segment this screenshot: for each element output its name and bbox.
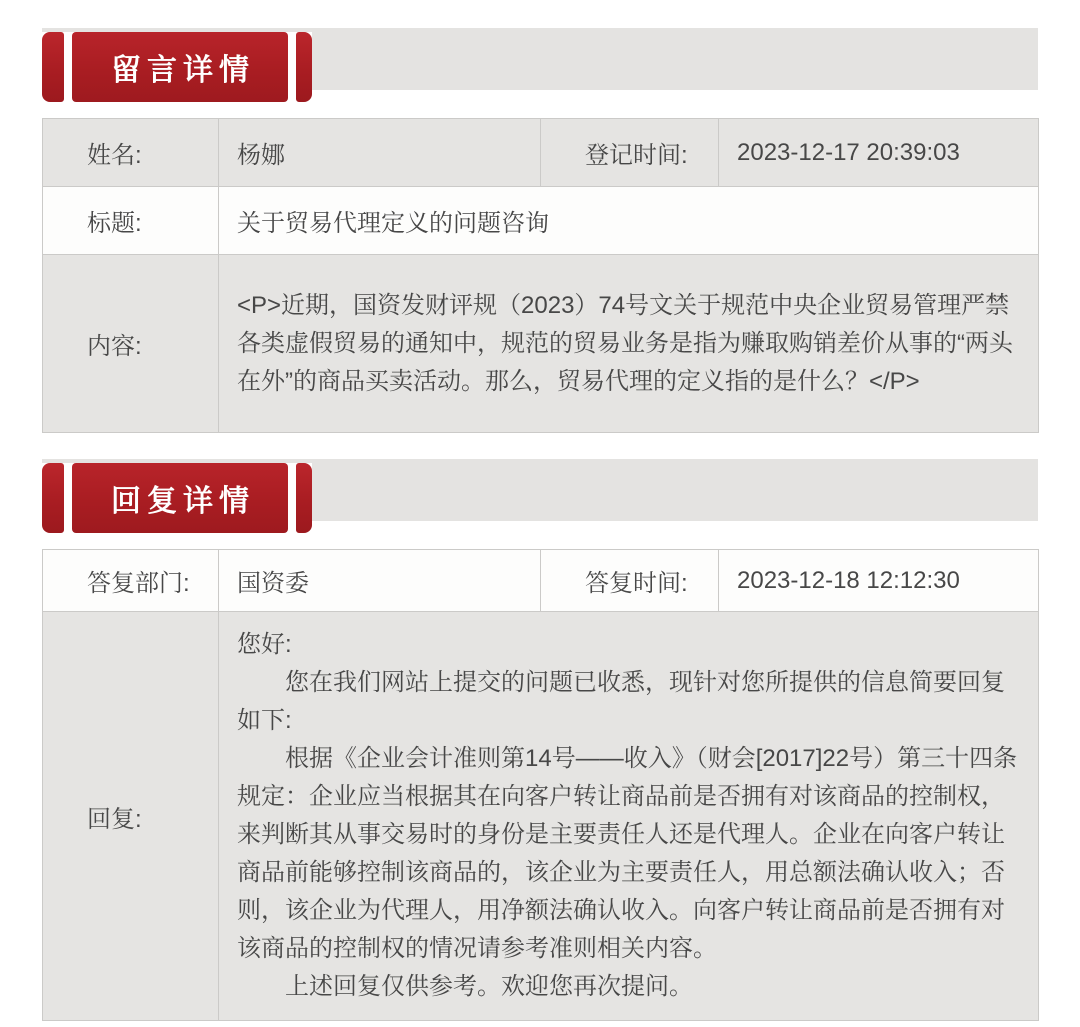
table-row — [43, 612, 1039, 1021]
banner-right-bar — [296, 32, 312, 102]
message-details-banner — [42, 28, 1038, 102]
title-value: 关于贸易代理定义的问题咨询 — [219, 187, 1039, 255]
reply-paragraph: 您好: — [237, 631, 292, 658]
table-row — [43, 119, 1039, 187]
reply-details-banner — [42, 459, 1038, 533]
reply-paragraph: 您在我们网站上提交的问题已收悉，现针对您所提供的信息简要回复如下: — [237, 669, 1005, 734]
banner-red-group — [42, 463, 312, 533]
content-value: <P>近期，国资发财评规（2023）74号文关于规范中央企业贸易管理严禁各类虚假贸易的通知中，规范的贸易业务是指为赚取购销差价从事的“两头在外”的商品买卖活动。那么，贸易代理的定义指的是什么？</P> — [219, 255, 1039, 433]
reply-details-title: 回复详情 — [72, 463, 288, 533]
register-time-label: 登记时间: — [541, 119, 719, 187]
message-details-title: 留言详情 — [72, 32, 288, 102]
reply-detail-table — [42, 549, 1039, 1021]
register-time-value: 2023-12-17 20:39:03 — [719, 119, 1039, 187]
reply-paragraph: 上述回复仅供参考。欢迎您再次提问。 — [285, 973, 693, 1000]
table-row — [43, 255, 1039, 433]
reply-paragraph: 根据《企业会计准则第14号——收入》（财会[2017]22号）第三十四条规定：企业应当根据其在向客户转让商品前是否拥有对该商品的控制权，来判断其从事交易时的身份是主要责任人还是代理人。企业在向客户转让商品前能够控制该商品的，该企业为主要责任人，用总额法确认收入；否则，该企业为代理人，用净额法确认收入。向客户转让商品前是否拥有对该商品的控制权的情况请参考准则相关内容。 — [237, 745, 1018, 962]
reply-label: 回复: — [43, 612, 219, 1021]
banner-left-bar — [42, 32, 64, 102]
message-detail-table — [42, 118, 1039, 433]
reply-content — [219, 612, 1039, 1021]
table-row — [43, 187, 1039, 255]
title-label: 标题: — [43, 187, 219, 255]
banner-red-group — [42, 32, 312, 102]
reply-dept-label: 答复部门: — [43, 550, 219, 612]
section-spacer — [42, 433, 1038, 459]
content-label: 内容: — [43, 255, 219, 433]
reply-time-value: 2023-12-18 12:12:30 — [719, 550, 1039, 612]
banner-right-bar — [296, 463, 312, 533]
name-label: 姓名: — [43, 119, 219, 187]
name-value: 杨娜 — [219, 119, 541, 187]
reply-time-label: 答复时间: — [541, 550, 719, 612]
table-row — [43, 550, 1039, 612]
reply-dept-value: 国资委 — [219, 550, 541, 612]
banner-left-bar — [42, 463, 64, 533]
